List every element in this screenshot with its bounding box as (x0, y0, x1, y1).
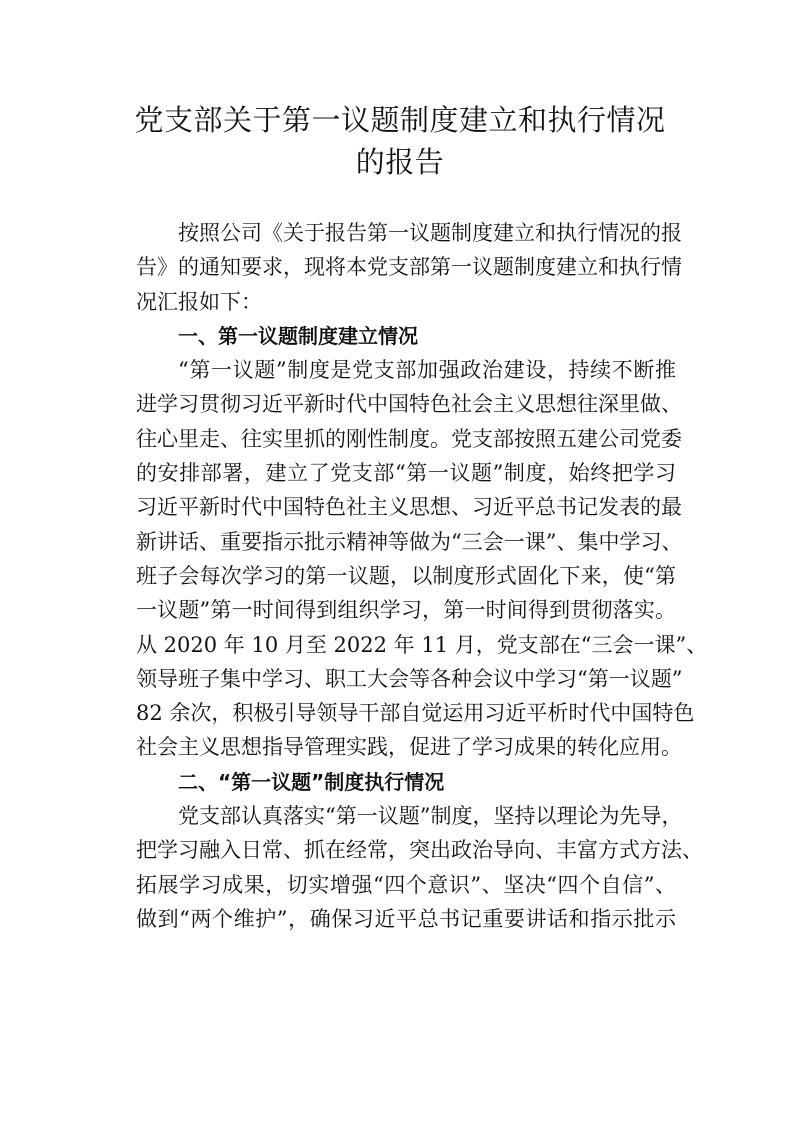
paragraph-line: “第一议题”制度是党支部加强政治建设，持续不断推 (178, 358, 676, 383)
section-heading-1: 一、第一议题制度建立情况 (178, 323, 418, 348)
section-heading-2: 二、“第一议题”制度执行情况 (178, 769, 445, 794)
paragraph-line: 往心里走、往实里抓的刚性制度。党支部按照五建公司党委 (136, 426, 682, 451)
paragraph-line: 做到“两个维护”，确保习近平总书记重要讲话和指示批示 (136, 906, 676, 931)
paragraph-line: 党支部认真落实“第一议题”制度，坚持以理论为先导， (178, 804, 683, 829)
paragraph-line: 进学习贯彻习近平新时代中国特色社会主义思想往深里做、 (136, 392, 682, 417)
paragraph-line: 从 2020 年 10 月至 2022 年 11 月，党支部在“三会一课”、 (136, 632, 708, 657)
paragraph-line: 一议题”第一时间得到组织学习，第一时间得到贯彻落实。 (136, 598, 676, 623)
paragraph-line: 按照公司《关于报告第一议题制度建立和执行情况的报 (178, 221, 682, 245)
paragraph-line: 82 余次，积极引导领导干部自觉运用习近平析时代中国特色 (136, 701, 695, 726)
paragraph-line: 习近平新时代中国特色社主义思想、习近平总书记发表的最 (136, 495, 682, 520)
paragraph-line: 告》的通知要求，现将本党支部第一议题制度建立和执行情 (136, 255, 682, 280)
document-title-line-1: 党支部关于第一议题制度建立和执行情况 (134, 103, 666, 137)
paragraph-line: 况汇报如下： (136, 289, 262, 314)
document-body (136, 216, 708, 936)
paragraph-line: 新讲话、重要指示批示精神等做为“三会一课”、集中学习、 (136, 529, 683, 554)
paragraph-line: 把学习融入日常、抓在经常，突出政治导向、丰富方式方法、 (136, 838, 703, 863)
document-title-line-2: 的报告 (355, 145, 445, 179)
paragraph-line: 的安排部署，建立了党支部“第一议题”制度，始终把学习 (136, 461, 676, 486)
paragraph-line: 班子会每次学习的第一议题，以制度形式固化下来，使“第 (136, 563, 676, 588)
paragraph-line: 拓展学习成果，切实增强“四个意识”、坚决“四个自信”、 (136, 872, 676, 897)
paragraph-line: 社会主义思想指导管理实践，促进了学习成果的转化应用。 (136, 735, 682, 760)
paragraph-line: 领导班子集中学习、职工大会等各种会议中学习“第一议题” (136, 666, 683, 691)
